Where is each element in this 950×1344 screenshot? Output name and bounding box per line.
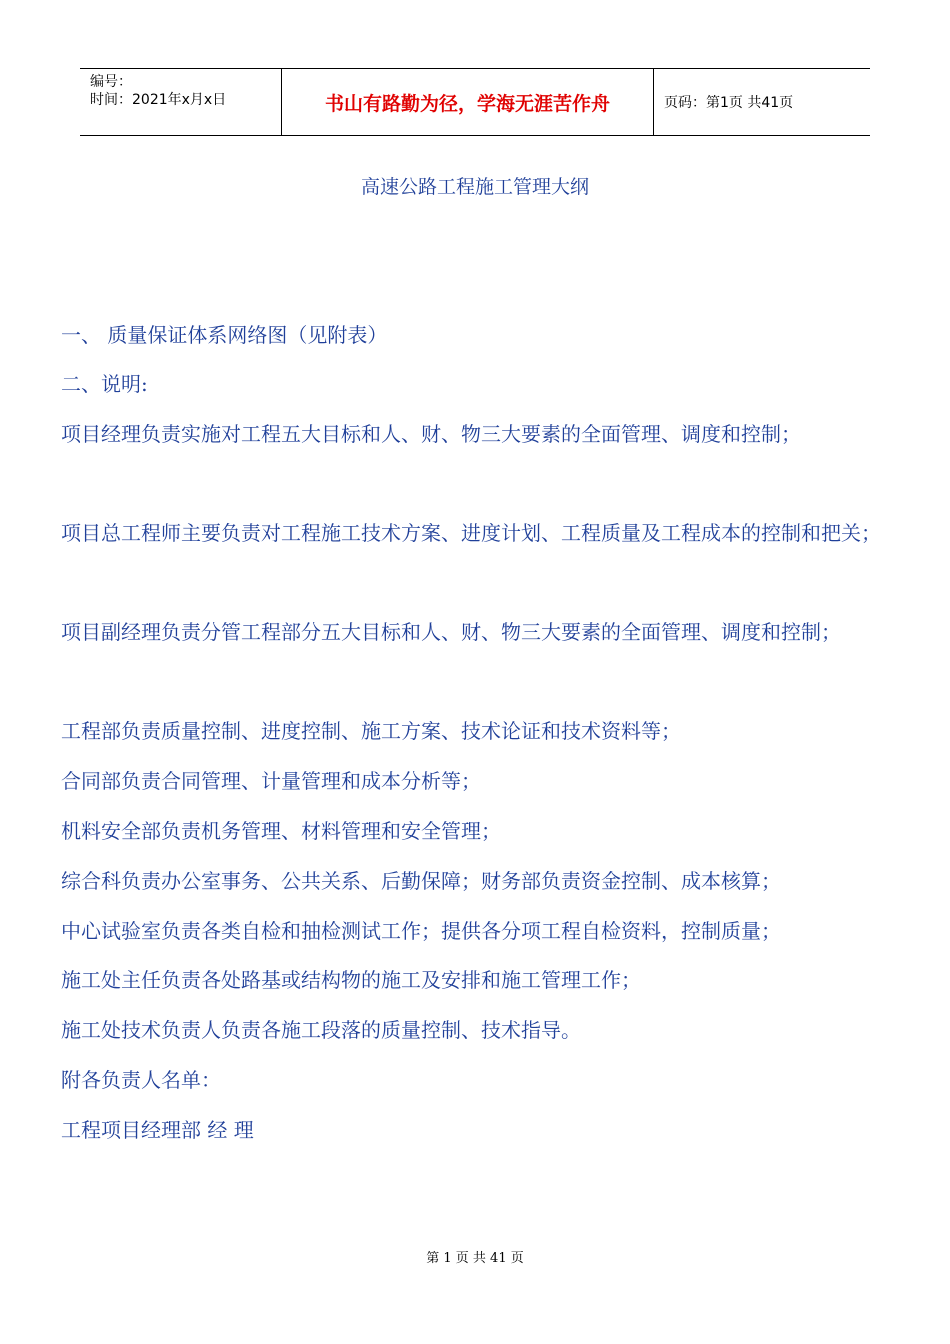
document-title: 高速公路工程施工管理大纲 <box>360 176 589 198</box>
paragraph: 项目经理负责实施对工程五大目标和人、财、物三大要素的全面管理、调度和控制； <box>61 422 801 446</box>
header-page-info: 页码：第1页 共41页 <box>664 95 794 111</box>
page-header <box>80 68 870 136</box>
paragraph: 工程项目经理部 经 理 <box>61 1118 254 1142</box>
paragraph: 施工处主任负责各处路基或结构物的施工及安排和施工管理工作； <box>61 968 641 992</box>
paragraph: 合同部负责合同管理、计量管理和成本分析等； <box>61 769 481 793</box>
paragraph-section-2: 二、说明: <box>61 372 148 396</box>
paragraph: 项目总工程师主要负责对工程施工技术方案、进度计划、工程质量及工程成本的控制和把关； <box>61 521 881 545</box>
page-footer: 第 1 页 共 41 页 <box>426 1251 524 1266</box>
paragraph: 中心试验室负责各类自检和抽检测试工作；提供各分项工程自检资料，控制质量； <box>61 919 781 943</box>
paragraph: 机料安全部负责机务管理、材料管理和安全管理； <box>61 819 501 843</box>
paragraph-section-1: 一、 质量保证体系网络图（见附表） <box>61 323 388 347</box>
paragraph: 综合科负责办公室事务、公共关系、后勤保障；财务部负责资金控制、成本核算； <box>61 869 781 893</box>
header-meta <box>80 69 282 135</box>
number-label: 编号： <box>90 74 132 90</box>
header-motto: 书山有路勤为径，学海无涯苦作舟 <box>282 69 654 135</box>
paragraph: 工程部负责质量控制、进度控制、施工方案、技术论证和技术资料等； <box>61 719 681 743</box>
time-label: 时间：2021年x月x日 <box>90 92 227 108</box>
paragraph: 附各负责人名单： <box>61 1068 221 1092</box>
paragraph: 项目副经理负责分管工程部分五大目标和人、财、物三大要素的全面管理、调度和控制； <box>61 620 841 644</box>
paragraph: 施工处技术负责人负责各施工段落的质量控制、技术指导。 <box>61 1018 581 1042</box>
